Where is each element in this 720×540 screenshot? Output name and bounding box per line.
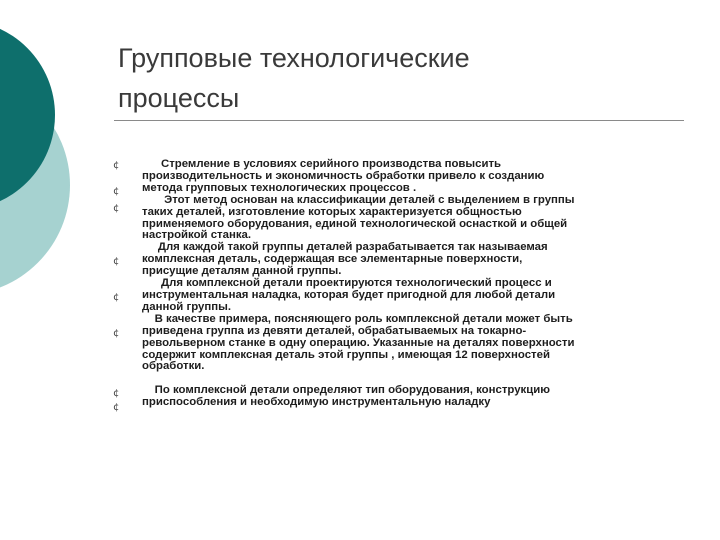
- bullet-icon: ¢: [113, 256, 120, 267]
- body-line: применяемого оборудования, единой технологической оснасткой и общей: [142, 217, 568, 230]
- body-line: приведена группа из девяти деталей, обрабатываемых на токарно-: [142, 324, 527, 337]
- title-line-1: Групповые технологические: [118, 43, 470, 73]
- body-line: Стремление в условиях серийного производства повысить: [142, 158, 502, 170]
- body-line: Для комплексной детали проектируются технологический процесс и: [142, 277, 552, 290]
- body-line: обработки.: [142, 360, 205, 373]
- body-line: инструментальная наладка, которая будет пригодной для любой детали: [142, 288, 556, 301]
- bullet-icon: ¢: [113, 402, 120, 413]
- body-line: приспособления и необходимую инструментальную наладку: [142, 396, 491, 409]
- bullet-icon: ¢: [113, 328, 120, 339]
- title-line-2: процессы: [118, 83, 240, 113]
- bullet-icon: ¢: [113, 292, 120, 303]
- bullet-icon: ¢: [113, 160, 120, 171]
- body-line: По комплексной детали определяют тип оборудования, конструкцию: [142, 384, 550, 397]
- body-line: Этот метод основан на классификации деталей с выделением в группы: [142, 193, 575, 206]
- bullet-icon: ¢: [113, 203, 120, 214]
- bullet-icon: ¢: [113, 388, 120, 399]
- body-line: производительность и экономичность обработки привело к созданию: [142, 169, 545, 182]
- title-divider: [114, 120, 684, 121]
- body-line: присущие деталям данной группы.: [142, 265, 342, 278]
- body-line: револьверном станке в одну операцию. Указанные на деталях поверхности: [142, 336, 575, 349]
- body-line: метода групповых технологических процессов .: [142, 181, 417, 194]
- body-line: настройкой станка.: [142, 229, 252, 242]
- body-line: содержит комплексная деталь этой группы , имеющая 12 поверхностей: [142, 348, 550, 361]
- slide-body: [142, 159, 687, 409]
- body-line: В качестве примера, поясняющего роль комплексной детали может быть: [142, 312, 573, 325]
- body-line: таких деталей, изготовление которых характеризуется общностью: [142, 205, 522, 218]
- body-line: данной группы.: [142, 300, 231, 313]
- bullet-icon: ¢: [113, 186, 120, 197]
- body-line: комплексная деталь, содержащая все элементарные поверхности,: [142, 253, 523, 266]
- slide-title: [118, 38, 678, 118]
- body-line: Для каждой такой группы деталей разрабатывается так называемая: [142, 241, 548, 254]
